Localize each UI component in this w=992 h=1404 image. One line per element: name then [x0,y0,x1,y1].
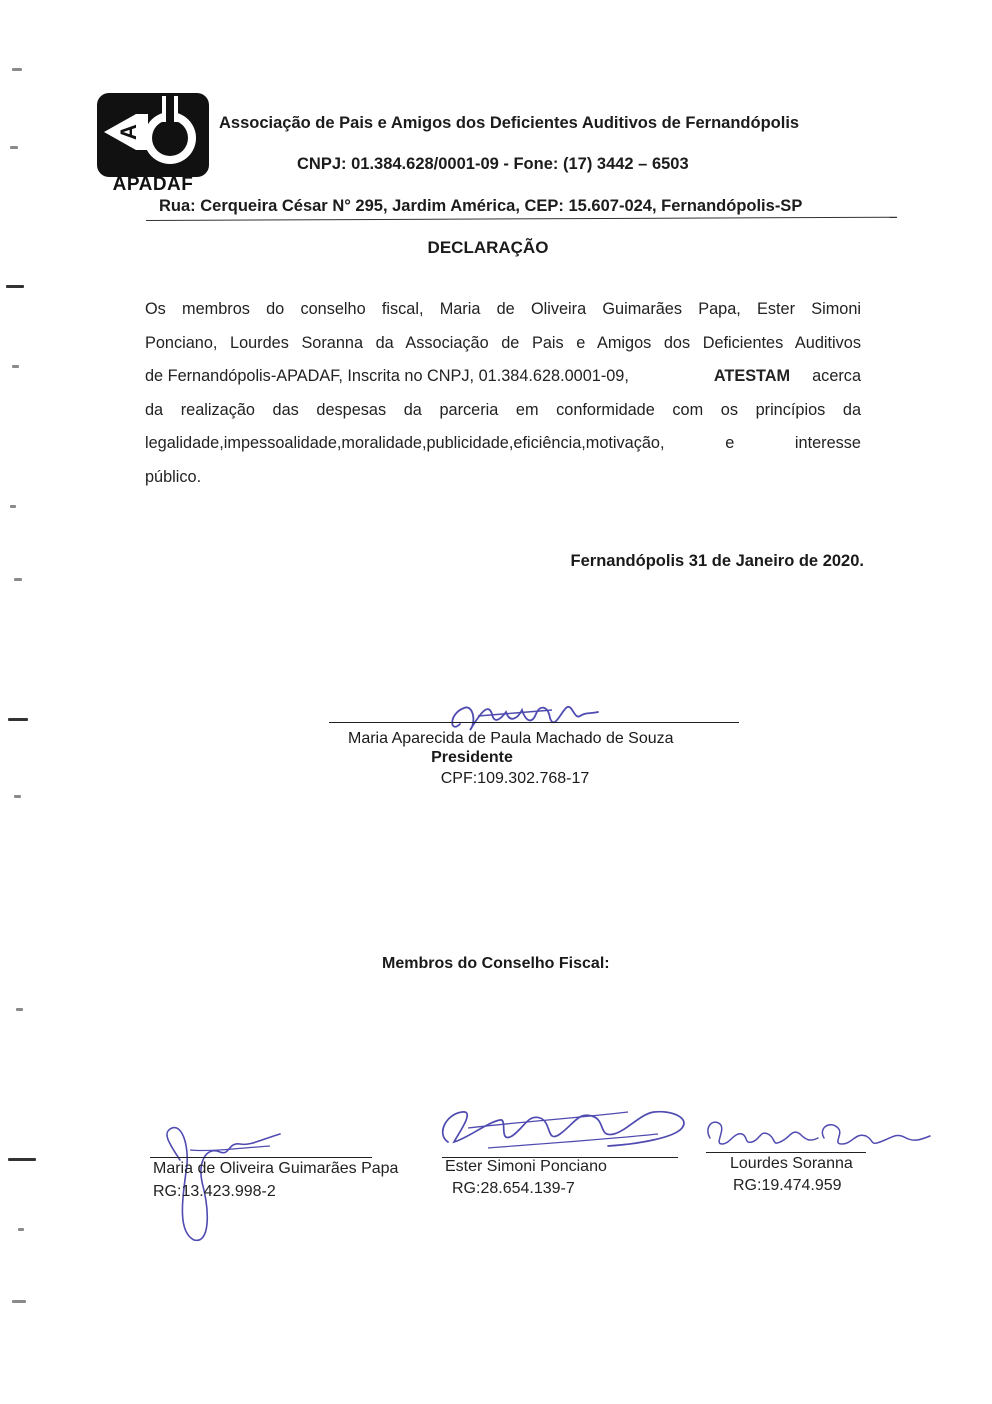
member-name: Maria de Oliveira Guimarães Papa [153,1160,399,1177]
member-2-signature [428,1094,700,1160]
president-cpf: CPF:109.302.768-17 [440,770,590,787]
declaration-paragraph [145,293,861,494]
member-rg: RG:28.654.139-7 [452,1180,575,1197]
member-rg: RG:13.423.998-2 [153,1183,276,1200]
date-line: Fernandópolis 31 de Janeiro de 2020. [570,552,864,570]
president-name: Maria Aparecida de Paula Machado de Souza [348,730,674,747]
president-signature-line [329,722,739,723]
member-name: Ester Simoni Ponciano [445,1158,607,1175]
svg-text:A: A [116,124,141,140]
apadaf-logo [96,92,211,197]
paragraph-line: Ponciano, Lourdes Soranna da Associação de Pais e Amigos dos Deficientes Auditivos [145,333,861,352]
paragraph-line [145,360,861,394]
member-1-signature [150,1112,300,1252]
paragraph-line: Os membros do conselho fiscal, Maria de Oliveira Guimarães Papa, Ester Simoni [145,300,861,318]
council-title: Membros do Conselho Fiscal: [382,955,610,972]
president-role: Presidente [431,749,513,766]
organization-address: Rua: Cerqueira César N° 295, Jardim América, CEP: 15.607-024, Fernandópolis-SP [159,197,803,215]
document-title: DECLARAÇÃO [427,238,549,257]
member-3-signature [700,1110,934,1156]
member-rg: RG:19.474.959 [733,1177,842,1194]
paragraph-line: legalidade,impessoalidade,moralidade,publicidade,eficiência,motivação, e interesse [145,434,861,452]
member-name: Lourdes Soranna [730,1155,853,1172]
logo-emblem-icon [96,92,211,178]
member-1-signature-line [150,1157,372,1158]
header-divider [146,217,897,221]
paragraph-line-end: acerca [812,367,861,385]
member-3-signature-line [706,1152,866,1153]
paragraph-line: da realização das despesas da parceria em conformidade com os princípios da [145,400,861,419]
logo-text: APADAF [112,174,194,195]
attest-keyword: ATESTAM [713,367,791,385]
organization-cnpj-phone: CNPJ: 01.384.628/0001-09 - Fone: (17) 3442 – 6503 [297,155,689,173]
paragraph-line-start: de Fernandópolis-APADAF, Inscrita no CNPJ, 01.384.628.0001-09, [145,367,629,385]
paragraph-line: público. [145,467,202,486]
organization-name: Associação de Pais e Amigos dos Deficientes Auditivos de Fernandópolis [219,114,800,132]
